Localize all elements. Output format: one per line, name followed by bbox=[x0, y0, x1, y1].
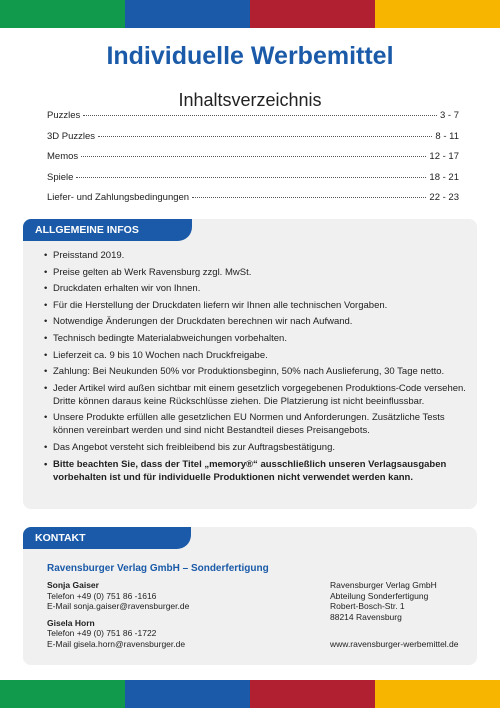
contact-email[interactable]: E-Mail gisela.horn@ravensburger.de bbox=[47, 638, 186, 649]
contact-name: Sonja Gaiser bbox=[47, 580, 99, 590]
address-line: Ravensburger Verlag GmbH bbox=[330, 580, 437, 590]
website-link[interactable]: www.ravensburger-werbemittel.de bbox=[330, 639, 459, 649]
contact-phone: Telefon +49 (0) 751 86 -1616 bbox=[47, 590, 157, 601]
stripe-blue bbox=[125, 680, 250, 708]
info-item: • Preisstand 2019. bbox=[44, 249, 469, 262]
contact-address bbox=[330, 580, 437, 622]
general-info-list bbox=[44, 249, 469, 487]
toc-pages: 22 - 23 bbox=[429, 192, 459, 203]
info-item: • Preise gelten ab Werk Ravensburg zzgl. MwSt. bbox=[44, 266, 469, 279]
info-item: • Jeder Artikel wird außen sichtbar mit einem gesetzlich vorgegebenen Produktions-Code versehen. Dritte können daraus keine Rückschlüsse ziehen. Die Platzierung ist nicht beeinflussbar. bbox=[44, 382, 469, 408]
contact-company: Ravensburger Verlag GmbH – Sonderfertigung bbox=[47, 563, 269, 574]
toc-entry-spiele[interactable] bbox=[47, 172, 459, 193]
table-of-contents bbox=[47, 110, 459, 213]
toc-pages: 18 - 21 bbox=[429, 171, 459, 183]
contact-persons bbox=[47, 580, 189, 649]
bottom-color-stripe bbox=[0, 680, 500, 708]
toc-pages: 12 - 17 bbox=[429, 151, 459, 162]
toc-label: Liefer- und Zahlungsbedingungen bbox=[47, 192, 190, 203]
toc-entry-memos[interactable] bbox=[47, 151, 459, 172]
info-item: • Zahlung: Bei Neukunden 50% vor Produktionsbeginn, 50% nach Auslieferung, 30 Tage netto. bbox=[44, 365, 469, 378]
contact-email[interactable]: E-Mail sonja.gaiser@ravensburger.de bbox=[47, 601, 190, 611]
address-line: Robert-Bosch-Str. 1 bbox=[330, 601, 405, 611]
toc-leader-dots bbox=[81, 156, 426, 157]
top-color-stripe bbox=[0, 0, 500, 28]
toc-pages: 3 - 7 bbox=[439, 110, 459, 121]
contact-heading: KONTAKT bbox=[23, 527, 191, 549]
general-info-panel bbox=[23, 219, 477, 509]
toc-leader-dots bbox=[98, 136, 432, 137]
contact-name: Gisela Horn bbox=[47, 617, 95, 628]
stripe-green bbox=[0, 680, 125, 708]
toc-label: Memos bbox=[47, 151, 79, 162]
toc-label: 3D Puzzles bbox=[47, 130, 96, 142]
info-item: • Druckdaten erhalten wir von Ihnen. bbox=[44, 282, 469, 295]
general-info-heading: ALLGEMEINE INFOS bbox=[23, 219, 192, 241]
info-item: • Für die Herstellung der Druckdaten liefern wir Ihnen alle technischen Vorgaben. bbox=[44, 299, 469, 312]
stripe-red bbox=[250, 0, 375, 28]
toc-entry-liefer-zahlung[interactable] bbox=[47, 192, 459, 213]
toc-entry-puzzles[interactable] bbox=[47, 110, 459, 131]
contact-panel bbox=[23, 527, 477, 665]
info-item: • Lieferzeit ca. 9 bis 10 Wochen nach Druckfreigabe. bbox=[44, 349, 469, 362]
toc-leader-dots bbox=[192, 197, 426, 198]
toc-pages: 8 - 11 bbox=[435, 130, 459, 142]
toc-label: Spiele bbox=[47, 171, 74, 183]
stripe-yellow bbox=[375, 680, 500, 708]
address-line: 88214 Ravensburg bbox=[330, 611, 402, 622]
toc-label: Puzzles bbox=[47, 110, 81, 121]
info-item-memory-notice: • Bitte beachten Sie, dass der Titel „memory®“ ausschließlich unseren Verlagsausgaben vorbehalten ist und für individuelle Produktionen nicht verwendet werden kann. bbox=[44, 458, 469, 484]
toc-heading: Inhaltsverzeichnis bbox=[178, 90, 322, 110]
toc-entry-3d-puzzles[interactable] bbox=[47, 131, 459, 152]
stripe-blue bbox=[125, 0, 250, 28]
stripe-yellow bbox=[375, 0, 500, 28]
contact-phone: Telefon +49 (0) 751 86 -1722 bbox=[47, 628, 157, 638]
info-item: • Technisch bedingte Materialabweichungen vorbehalten. bbox=[44, 332, 469, 345]
toc-leader-dots bbox=[83, 115, 437, 116]
address-line: Abteilung Sonderfertigung bbox=[330, 590, 429, 601]
page-title: Individuelle Werbemittel bbox=[106, 42, 394, 70]
toc-leader-dots bbox=[76, 177, 426, 178]
info-item: • Das Angebot versteht sich freibleibend bis zur Auftragsbestätigung. bbox=[44, 441, 469, 454]
info-item: • Notwendige Änderungen der Druckdaten berechnen wir nach Aufwand. bbox=[44, 315, 469, 328]
stripe-red bbox=[250, 680, 375, 708]
info-item: • Unsere Produkte erfüllen alle gesetzlichen EU Normen und Anforderungen. Zusätzliche Tests können vereinbart werden und sind nicht Bestandteil dieses Preisangebots. bbox=[44, 411, 469, 437]
stripe-green bbox=[0, 0, 125, 28]
